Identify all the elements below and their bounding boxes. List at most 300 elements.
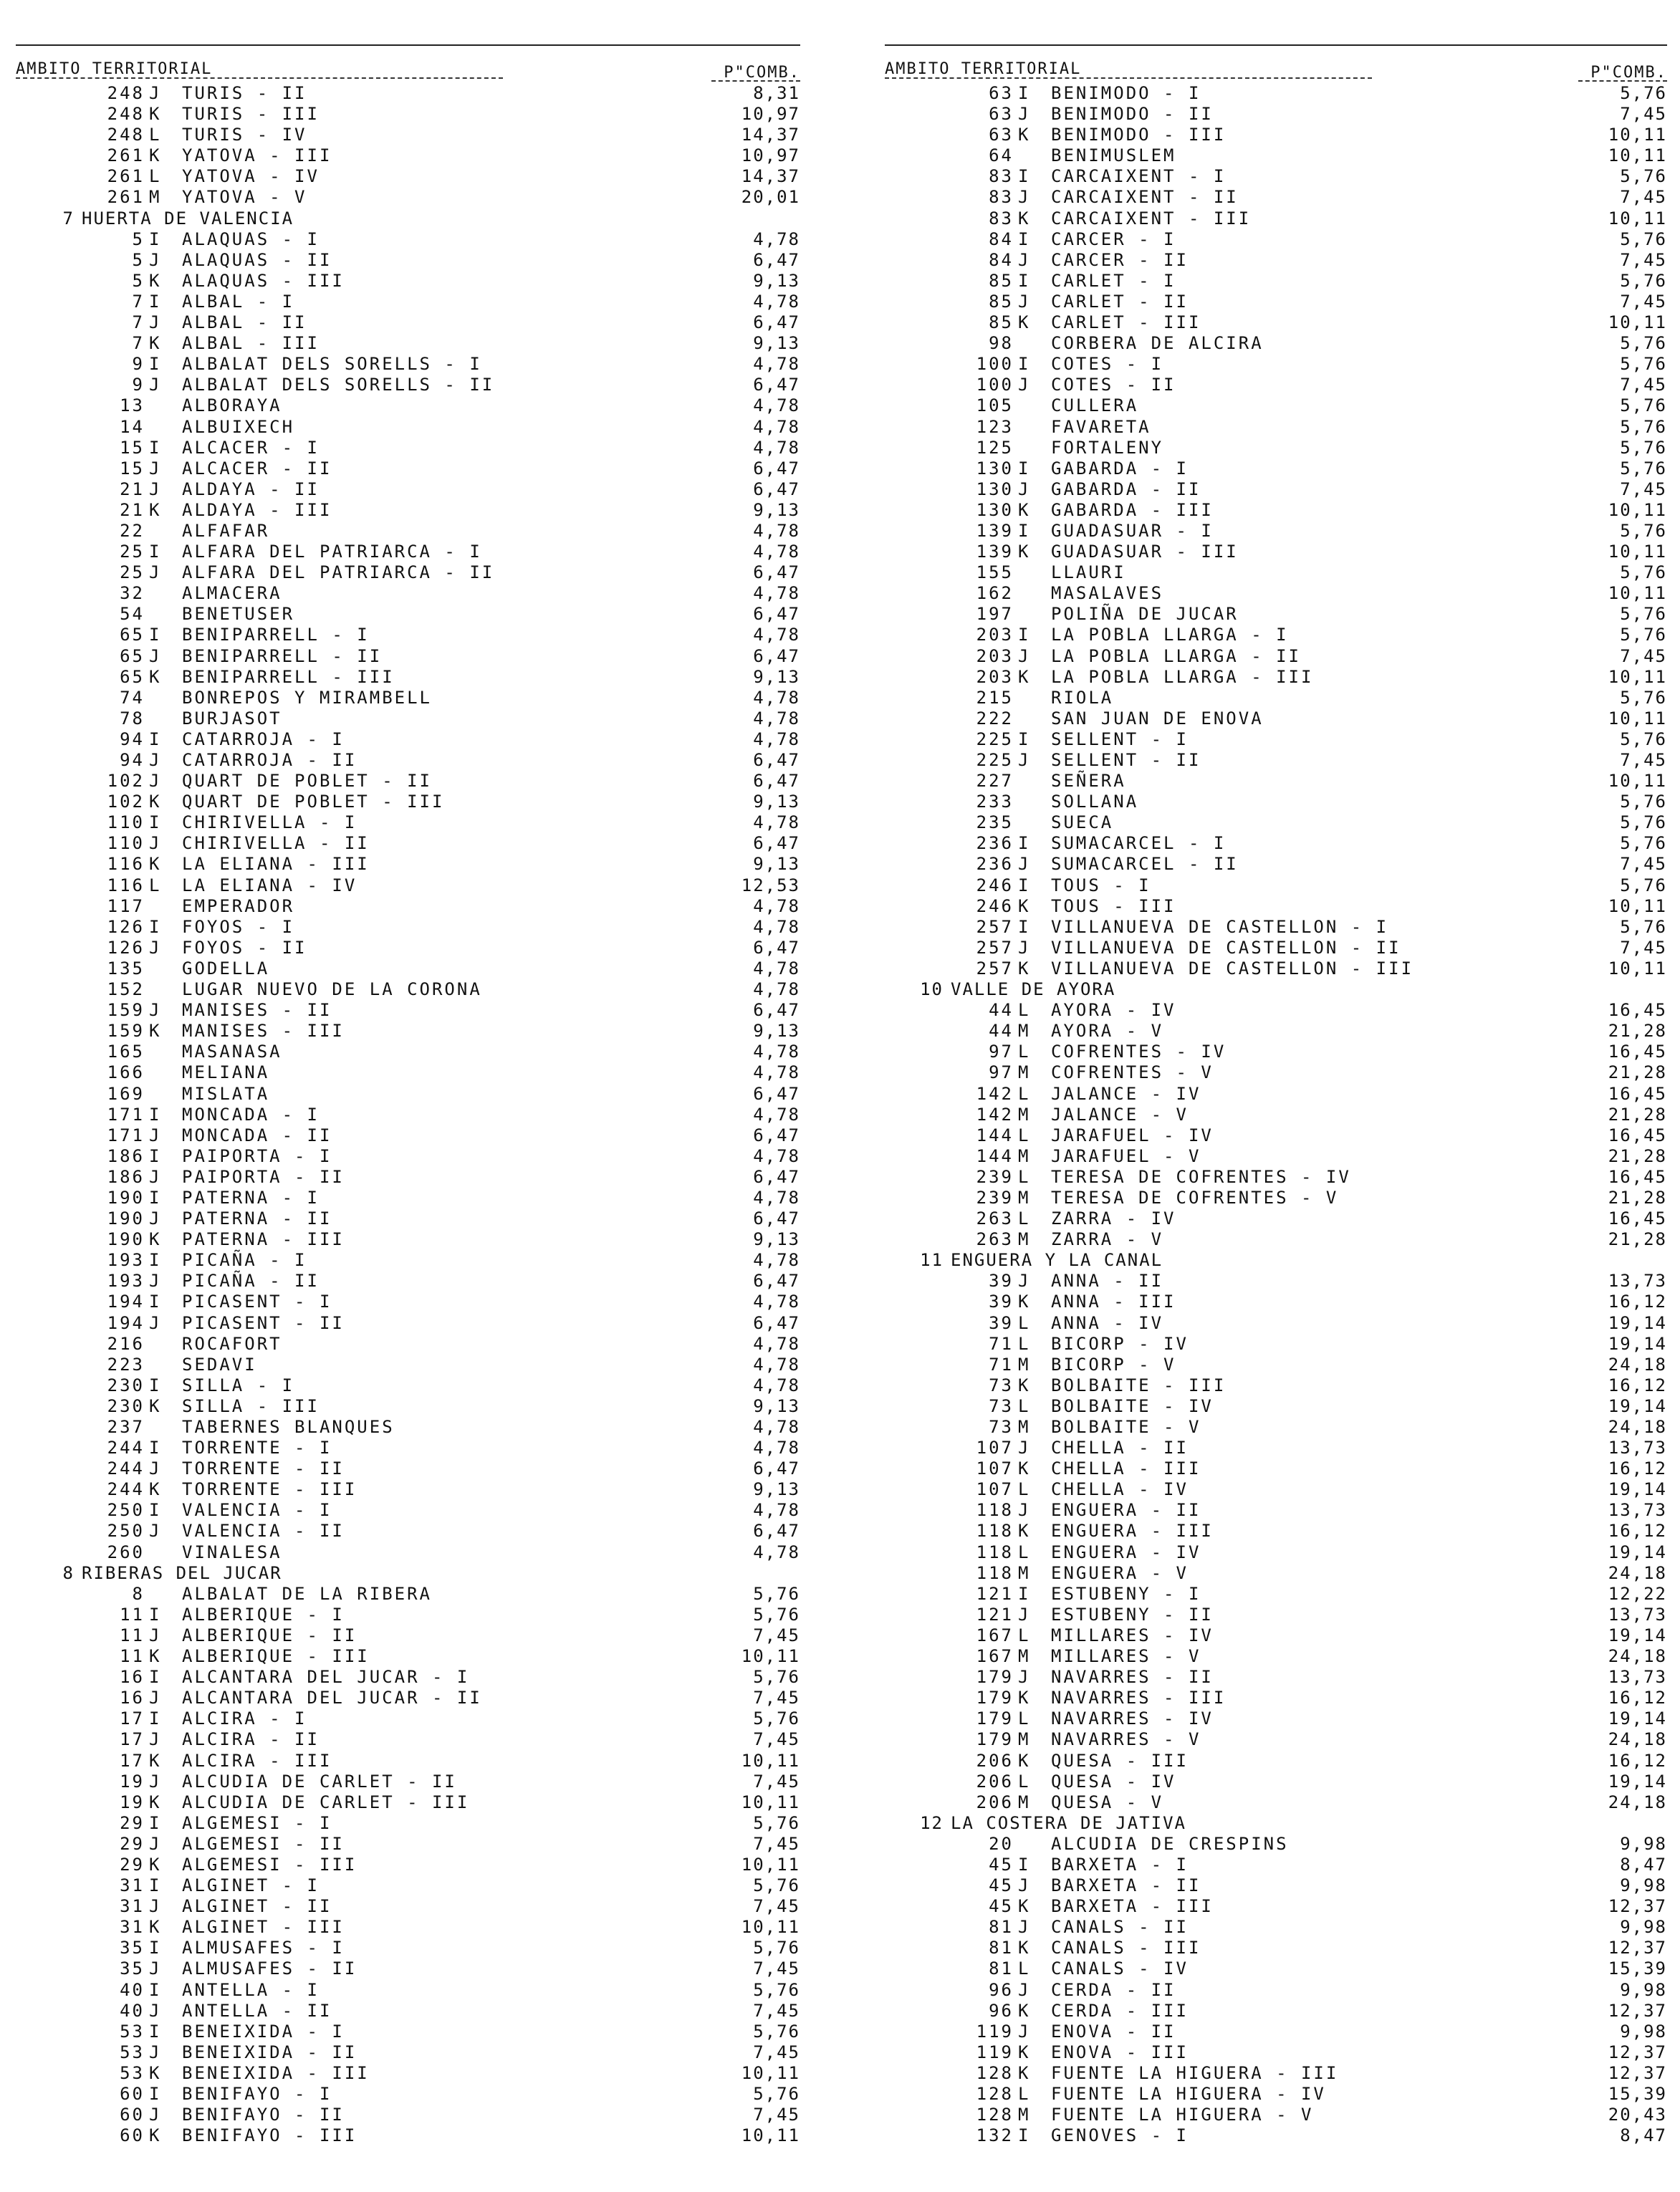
municipality-name: JALANCE - IV	[1051, 1083, 1201, 1104]
zone-letter: I	[149, 437, 162, 458]
zone-letter: J	[1018, 1271, 1031, 1292]
table-row	[16, 166, 800, 187]
header-underline	[16, 77, 503, 79]
table-row	[885, 458, 1667, 479]
municipality-code: 107	[976, 1438, 1014, 1458]
municipality-code: 190	[107, 1229, 145, 1250]
territory-header: AMBITO TERRITORIAL	[885, 60, 1082, 78]
municipality-name: SELLENT - II	[1051, 750, 1201, 770]
municipality-name: CARLET - I	[1051, 270, 1176, 291]
municipality-code: 206	[976, 1792, 1014, 1812]
table-row	[16, 708, 800, 729]
municipality-name: QUART DE POBLET - III	[182, 792, 445, 812]
table-row	[885, 1479, 1667, 1500]
municipality-name: ROCAFORT	[182, 1333, 282, 1354]
table-row	[885, 1667, 1667, 1688]
municipality-name: CHELLA - IV	[1051, 1479, 1189, 1500]
municipality-name: ANTELLA - I	[182, 1979, 320, 2000]
municipality-name: CARCER - II	[1051, 249, 1189, 270]
municipality-name: ALCIRA - II	[182, 1729, 320, 1750]
municipality-name: SAN JUAN DE ENOVA	[1051, 708, 1264, 729]
municipality-code: 39	[989, 1271, 1014, 1292]
municipality-code: 118	[976, 1562, 1014, 1583]
municipality-name: PAIPORTA - II	[182, 1166, 345, 1187]
zone-letter: L	[1018, 1333, 1031, 1354]
municipality-code: 203	[976, 666, 1014, 687]
header-underline	[885, 77, 1372, 79]
price-value: 4,78	[753, 1500, 800, 1521]
municipality-code: 223	[107, 1354, 145, 1375]
table-row	[885, 1458, 1667, 1479]
region-heading	[885, 1250, 1667, 1271]
zone-letter: K	[1018, 312, 1031, 333]
table-row	[16, 1751, 800, 1772]
municipality-name: VALENCIA - I	[182, 1500, 332, 1521]
municipality-name: CARLET - II	[1051, 291, 1189, 312]
municipality-code: 159	[107, 1021, 145, 1042]
municipality-code: 71	[989, 1354, 1014, 1375]
municipality-code: 31	[120, 1917, 145, 1938]
zone-letter: M	[1018, 2105, 1031, 2125]
zone-letter: M	[1018, 1792, 1031, 1812]
zone-letter: J	[149, 312, 162, 333]
zone-letter: I	[149, 542, 162, 562]
municipality-code: 81	[989, 1917, 1014, 1938]
price-value: 4,78	[753, 1375, 800, 1395]
zone-letter: J	[149, 479, 162, 499]
table-row	[885, 1729, 1667, 1750]
municipality-name: ALAQUAS - II	[182, 249, 332, 270]
municipality-name: FUENTE LA HIGUERA - III	[1051, 2062, 1339, 2083]
zone-letter: J	[1018, 1667, 1031, 1688]
price-value: 5,76	[1620, 916, 1667, 937]
municipality-code: 45	[989, 1854, 1014, 1875]
municipality-code: 118	[976, 1521, 1014, 1542]
municipality-name: ANNA - II	[1051, 1271, 1164, 1292]
municipality-code: 239	[976, 1166, 1014, 1187]
table-row	[16, 1772, 800, 1792]
zone-letter: J	[149, 1958, 162, 1979]
municipality-code: 21	[120, 479, 145, 499]
municipality-name: GUADASUAR - I	[1051, 520, 1214, 541]
municipality-name: JALANCE - V	[1051, 1104, 1189, 1125]
price-value: 10,11	[1608, 125, 1667, 145]
price-value: 7,45	[1620, 104, 1667, 125]
table-row	[16, 1313, 800, 1334]
table-row	[16, 1021, 800, 1042]
zone-letter: J	[1018, 1917, 1031, 1938]
table-row	[16, 521, 800, 542]
municipality-name: BENIPARRELL - III	[182, 666, 395, 687]
table-row	[885, 479, 1667, 500]
municipality-code: 83	[989, 166, 1014, 187]
municipality-code: 155	[976, 562, 1014, 583]
table-row	[16, 646, 800, 667]
table-row	[885, 1188, 1667, 1208]
zone-letter: J	[149, 562, 162, 583]
municipality-code: 65	[120, 666, 145, 687]
municipality-name: ZARRA - IV	[1051, 1208, 1176, 1229]
price-value: 20,01	[741, 187, 800, 208]
municipality-name: ESTUBENY - II	[1051, 1604, 1214, 1625]
zone-letter: M	[149, 187, 162, 208]
municipality-name: LA ELIANA - III	[182, 854, 370, 875]
zone-letter: K	[149, 792, 162, 812]
table-row	[885, 833, 1667, 854]
municipality-code: 45	[989, 1875, 1014, 1896]
municipality-name: QUESA - V	[1051, 1792, 1164, 1812]
municipality-name: PATERNA - II	[182, 1208, 332, 1229]
price-value: 6,47	[753, 249, 800, 270]
price-value: 4,78	[753, 979, 800, 1000]
region-heading	[885, 979, 1667, 1000]
header-underline	[1578, 80, 1667, 82]
table-row	[16, 958, 800, 979]
municipality-name: FUENTE LA HIGUERA - V	[1051, 2105, 1314, 2125]
municipality-code: 11	[120, 1646, 145, 1667]
municipality-code: 216	[107, 1333, 145, 1354]
municipality-name: MILLARES - IV	[1051, 1625, 1214, 1645]
municipality-name: CERDA - II	[1051, 1979, 1176, 2000]
price-value: 10,11	[1608, 771, 1667, 792]
municipality-name: SILLA - I	[182, 1375, 295, 1395]
municipality-name: MELIANA	[182, 1062, 270, 1083]
table-row	[16, 438, 800, 458]
municipality-code: 40	[120, 1979, 145, 2000]
table-row	[16, 1000, 800, 1021]
price-value: 10,11	[1608, 208, 1667, 229]
municipality-code: 128	[976, 2084, 1014, 2104]
zone-letter: K	[1018, 208, 1031, 229]
price-value: 10,11	[1608, 583, 1667, 604]
column-header	[885, 46, 1667, 83]
municipality-name: AYORA - IV	[1051, 1000, 1176, 1021]
zone-letter: J	[1018, 1438, 1031, 1458]
price-value: 7,45	[1620, 750, 1667, 770]
zone-letter: I	[1018, 166, 1031, 187]
zone-letter: I	[149, 1375, 162, 1395]
municipality-name: ALFARA DEL PATRIARCA - I	[182, 542, 482, 562]
municipality-name: FUENTE LA HIGUERA - IV	[1051, 2084, 1326, 2104]
municipality-code: 263	[976, 1208, 1014, 1229]
zone-letter: J	[149, 1125, 162, 1145]
municipality-name: BOLBAITE - III	[1051, 1375, 1227, 1395]
table-row	[885, 938, 1667, 958]
zone-letter: M	[1018, 1187, 1031, 1208]
zone-letter: K	[1018, 1750, 1031, 1771]
municipality-name: ANTELLA - II	[182, 2000, 332, 2021]
table-row	[16, 1042, 800, 1062]
municipality-code: 16	[120, 1688, 145, 1708]
zone-letter: J	[1018, 1875, 1031, 1896]
price-value: 4,78	[753, 1042, 800, 1062]
zone-letter: K	[149, 270, 162, 291]
table-row	[16, 875, 800, 896]
municipality-code: 29	[120, 1854, 145, 1875]
municipality-name: PICASENT - II	[182, 1312, 345, 1333]
price-value: 4,78	[753, 354, 800, 375]
region-name: LA COSTERA DE JATIVA	[951, 1812, 1186, 1833]
zone-letter: J	[149, 1271, 162, 1292]
municipality-code: 257	[976, 916, 1014, 937]
zone-letter: I	[149, 1875, 162, 1896]
price-value: 9,13	[753, 499, 800, 520]
table-row	[885, 1042, 1667, 1062]
price-value: 9,13	[753, 1395, 800, 1416]
municipality-name: ALMACERA	[182, 583, 282, 604]
municipality-code: 31	[120, 1896, 145, 1917]
table-row	[16, 1584, 800, 1605]
municipality-code: 142	[976, 1104, 1014, 1125]
price-value: 13,73	[1608, 1667, 1667, 1688]
price-value: 12,37	[1608, 2062, 1667, 2083]
price-value: 4,78	[753, 1438, 800, 1458]
zone-letter: J	[149, 83, 162, 103]
municipality-name: CATARROJA - II	[182, 750, 357, 770]
price-value: 5,76	[1620, 604, 1667, 625]
table-row	[16, 1208, 800, 1229]
municipality-code: 39	[989, 1292, 1014, 1312]
price-value: 4,78	[753, 708, 800, 729]
municipality-name: BOLBAITE - V	[1051, 1417, 1201, 1437]
municipality-name: BENEIXIDA - I	[182, 2021, 345, 2042]
table-row	[16, 562, 800, 583]
municipality-code: 167	[976, 1646, 1014, 1667]
price-value: 7,45	[1620, 854, 1667, 875]
table-row	[885, 2063, 1667, 2084]
zone-letter: J	[149, 750, 162, 770]
table-row	[16, 667, 800, 688]
municipality-code: 71	[989, 1333, 1014, 1354]
municipality-name: GABARDA - III	[1051, 499, 1214, 520]
table-row	[885, 250, 1667, 271]
municipality-code: 81	[989, 1938, 1014, 1958]
region-name: ENGUERA Y LA CANAL	[951, 1250, 1163, 1271]
table-row	[885, 1355, 1667, 1375]
municipality-code: 190	[107, 1187, 145, 1208]
price-value: 4,78	[753, 687, 800, 708]
municipality-code: 135	[107, 958, 145, 979]
municipality-code: 206	[976, 1771, 1014, 1792]
zone-letter: I	[149, 1438, 162, 1458]
municipality-code: 73	[989, 1395, 1014, 1416]
table-row	[885, 1417, 1667, 1438]
zone-letter: J	[149, 2000, 162, 2021]
municipality-name: YATOVA - III	[182, 145, 332, 166]
zone-letter: L	[149, 875, 162, 895]
table-row	[885, 1313, 1667, 1334]
table-row	[16, 1396, 800, 1417]
municipality-code: 130	[976, 479, 1014, 499]
municipality-code: 100	[976, 354, 1014, 375]
zone-letter: L	[1018, 1312, 1031, 1333]
price-value: 10,11	[1608, 708, 1667, 729]
price-value: 19,14	[1608, 1333, 1667, 1354]
price-value: 10,97	[741, 145, 800, 166]
price-value: 16,12	[1608, 1292, 1667, 1312]
zone-letter: I	[1018, 625, 1031, 645]
municipality-code: 116	[107, 875, 145, 895]
municipality-code: 45	[989, 1896, 1014, 1917]
price-value: 6,47	[753, 1521, 800, 1542]
table-row	[16, 354, 800, 375]
municipality-code: 139	[976, 542, 1014, 562]
municipality-name: BONREPOS Y MIRAMBELL	[182, 687, 432, 708]
table-row	[16, 145, 800, 166]
price-value: 5,76	[1620, 792, 1667, 812]
price-value: 6,47	[753, 771, 800, 792]
zone-letter: M	[1018, 1646, 1031, 1667]
zone-letter: L	[1018, 1479, 1031, 1500]
zone-letter: K	[149, 333, 162, 354]
table-row	[16, 1792, 800, 1813]
zone-letter: I	[149, 1292, 162, 1312]
price-value: 4,78	[753, 1542, 800, 1562]
table-row	[885, 1500, 1667, 1521]
table-row	[16, 771, 800, 792]
value-header: P"COMB.	[1590, 64, 1667, 82]
price-value: 6,47	[753, 479, 800, 499]
zone-letter: J	[1018, 104, 1031, 125]
table-row	[16, 1334, 800, 1355]
price-value: 16,45	[1608, 1083, 1667, 1104]
region-name: HUERTA DE VALENCIA	[82, 208, 294, 229]
table-row	[885, 1167, 1667, 1188]
zone-letter: J	[1018, 479, 1031, 499]
table-row	[16, 1980, 800, 2001]
price-value: 5,76	[1620, 229, 1667, 249]
municipality-code: 63	[989, 104, 1014, 125]
table-row	[16, 750, 800, 771]
municipality-name: BARXETA - III	[1051, 1896, 1214, 1917]
price-value: 21,28	[1608, 1104, 1667, 1125]
price-value: 16,45	[1608, 1166, 1667, 1187]
table-row	[885, 1125, 1667, 1146]
municipality-code: 222	[976, 708, 1014, 729]
table-row	[16, 2022, 800, 2042]
municipality-code: 14	[120, 416, 145, 437]
table-row	[885, 771, 1667, 792]
price-value: 5,76	[1620, 333, 1667, 354]
municipality-name: ALAQUAS - I	[182, 229, 320, 249]
municipality-name: GABARDA - II	[1051, 479, 1201, 499]
municipality-code: 94	[120, 750, 145, 770]
table-row	[885, 125, 1667, 145]
municipality-code: 118	[976, 1542, 1014, 1562]
zone-letter: I	[1018, 2125, 1031, 2146]
municipality-code: 246	[976, 895, 1014, 916]
municipality-code: 20	[989, 1833, 1014, 1854]
municipality-code: 186	[107, 1166, 145, 1187]
table-row	[16, 1500, 800, 1521]
price-value: 16,45	[1608, 1000, 1667, 1021]
price-value: 21,28	[1608, 1021, 1667, 1042]
municipality-name: JARAFUEL - IV	[1051, 1125, 1214, 1145]
municipality-name: TABERNES BLANQUES	[182, 1417, 395, 1437]
municipality-code: 186	[107, 1145, 145, 1166]
municipality-code: 126	[107, 916, 145, 937]
price-value: 14,37	[741, 166, 800, 187]
table-row	[885, 646, 1667, 667]
municipality-code: 194	[107, 1312, 145, 1333]
municipality-code: 29	[120, 1833, 145, 1854]
municipality-name: ALGINET - III	[182, 1917, 345, 1938]
table-row	[16, 187, 800, 208]
zone-letter: I	[149, 1187, 162, 1208]
table-row	[885, 917, 1667, 938]
zone-letter: K	[149, 1917, 162, 1938]
price-value: 6,47	[753, 645, 800, 666]
zone-letter: I	[149, 354, 162, 375]
zone-letter: I	[1018, 916, 1031, 937]
price-value: 10,11	[1608, 958, 1667, 979]
municipality-name: VILLANUEVA DE CASTELLON - I	[1051, 916, 1389, 937]
municipality-code: 73	[989, 1375, 1014, 1395]
municipality-name: LLAURI	[1051, 562, 1126, 583]
territory-header: AMBITO TERRITORIAL	[16, 60, 213, 78]
table-row	[885, 1105, 1667, 1125]
table-row	[16, 250, 800, 271]
zone-letter: J	[149, 1208, 162, 1229]
table-row	[16, 1646, 800, 1667]
price-value: 9,13	[753, 1479, 800, 1500]
price-value: 10,11	[1608, 312, 1667, 333]
price-value: 9,98	[1620, 2021, 1667, 2042]
price-value: 7,45	[753, 2000, 800, 2021]
price-value: 21,28	[1608, 1062, 1667, 1083]
table-row	[16, 1271, 800, 1292]
municipality-code: 225	[976, 729, 1014, 749]
municipality-name: MASANASA	[182, 1042, 282, 1062]
municipality-name: BOLBAITE - IV	[1051, 1395, 1214, 1416]
municipality-code: 244	[107, 1438, 145, 1458]
left-column	[16, 44, 800, 2146]
municipality-name: NAVARRES - II	[1051, 1667, 1214, 1688]
municipality-name: TORRENTE - II	[182, 1458, 345, 1479]
municipality-code: 261	[107, 166, 145, 187]
table-row	[16, 83, 800, 104]
zone-letter: J	[1018, 249, 1031, 270]
zone-letter: I	[149, 1667, 162, 1688]
zone-letter: J	[149, 1625, 162, 1645]
table-row	[885, 1875, 1667, 1896]
table-row	[16, 833, 800, 854]
price-value: 4,78	[753, 1062, 800, 1083]
municipality-code: 7	[132, 312, 145, 333]
table-row	[885, 1772, 1667, 1792]
municipality-code: 65	[120, 625, 145, 645]
zone-letter: L	[1018, 1708, 1031, 1729]
table-row	[885, 1146, 1667, 1167]
municipality-code: 65	[120, 645, 145, 666]
table-row	[885, 1980, 1667, 2001]
municipality-name: LUGAR NUEVO DE LA CORONA	[182, 979, 482, 1000]
zone-letter: I	[149, 1500, 162, 1521]
municipality-code: 190	[107, 1208, 145, 1229]
municipality-name: BENIMODO - I	[1051, 83, 1201, 103]
municipality-name: ENOVA - III	[1051, 2042, 1189, 2062]
price-value: 5,76	[1620, 83, 1667, 103]
municipality-code: 85	[989, 291, 1014, 312]
municipality-name: ALCANTARA DEL JUCAR - II	[182, 1688, 482, 1708]
municipality-code: 139	[976, 520, 1014, 541]
price-value: 19,14	[1608, 1312, 1667, 1333]
municipality-name: ALBUIXECH	[182, 416, 295, 437]
municipality-name: TERESA DE COFRENTES - V	[1051, 1187, 1339, 1208]
municipality-code: 230	[107, 1395, 145, 1416]
price-value: 4,78	[753, 1145, 800, 1166]
price-value: 9,13	[753, 270, 800, 291]
